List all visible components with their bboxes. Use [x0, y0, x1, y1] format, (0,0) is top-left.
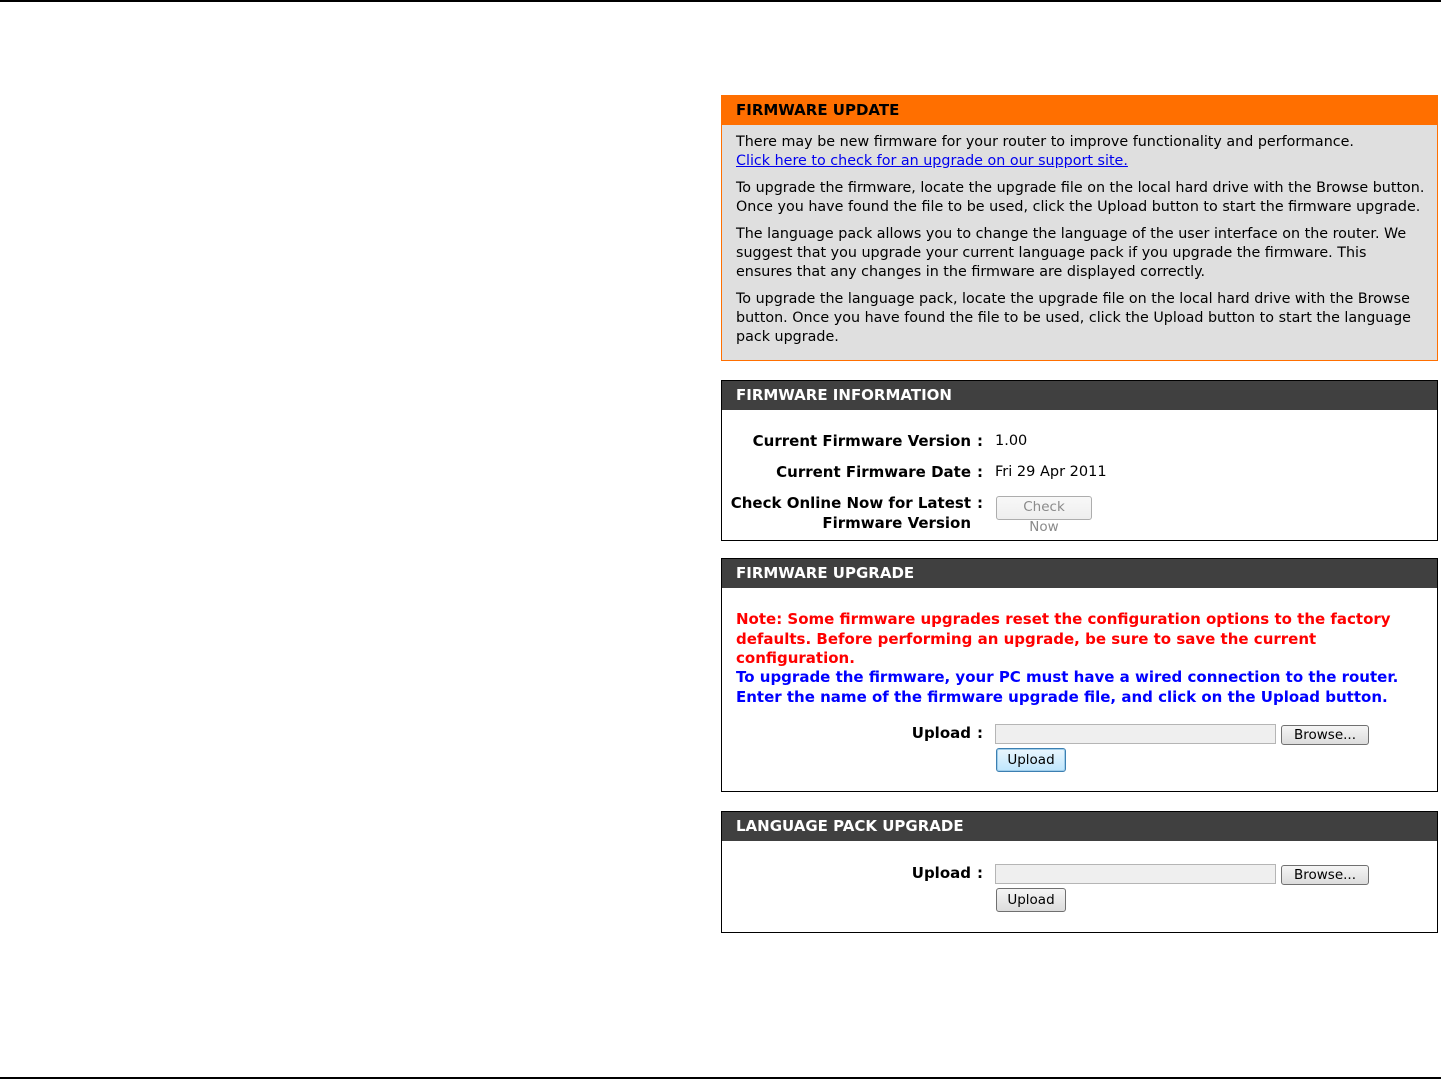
firmware-information-title: FIRMWARE INFORMATION [722, 381, 1437, 410]
factory-reset-warning: Note: Some firmware upgrades reset the configuration options to the factory defaults. Before performing an upgrade, be sure to save the current configuration. [736, 610, 1391, 667]
firmware-file-input[interactable] [995, 724, 1276, 744]
firmware-upgrade-title: FIRMWARE UPGRADE [722, 559, 1437, 588]
colon: : [977, 432, 983, 450]
firmware-upload-label: Upload [911, 724, 971, 742]
firmware-update-para2: To upgrade the firmware, locate the upgrade file on the local hard drive with the Browse button. Once you have found the file to be used, click the Upload button to start the firmware upgrade. [736, 180, 1425, 215]
language-browse-button[interactable]: Browse... [1281, 865, 1369, 885]
language-file-input[interactable] [995, 864, 1276, 884]
firmware-update-panel [721, 95, 1438, 361]
language-pack-panel [721, 811, 1438, 933]
firmware-information-panel [721, 380, 1438, 541]
language-upload-label: Upload [911, 864, 971, 882]
language-pack-title: LANGUAGE PACK UPGRADE [722, 812, 1437, 841]
firmware-date-label: Current Firmware Date [776, 463, 971, 481]
bottom-rule [0, 1077, 1441, 1079]
colon: : [977, 724, 983, 742]
firmware-browse-button[interactable]: Browse... [1281, 725, 1369, 745]
top-rule [0, 0, 1441, 2]
colon: : [977, 864, 983, 882]
firmware-update-intro [736, 133, 1427, 171]
language-upload-button[interactable]: Upload [996, 888, 1066, 912]
firmware-update-title: FIRMWARE UPDATE [722, 96, 1437, 125]
wired-connection-note: To upgrade the firmware, your PC must have a wired connection to the router. Enter the name of the firmware upgrade file, and click on the Upload button. [736, 668, 1399, 706]
check-now-button[interactable]: Check Now [996, 496, 1092, 520]
firmware-update-para1: There may be new firmware for your router to improve functionality and performance. [736, 134, 1354, 150]
check-online-label-line2: Firmware Version [822, 514, 971, 532]
firmware-update-para4: To upgrade the language pack, locate the upgrade file on the local hard drive with the Browse button. Once you have found the file to be used, click the Upload button to start the language pack upgrade. [736, 291, 1411, 345]
support-site-link[interactable]: Click here to check for an upgrade on our support site. [736, 153, 1128, 169]
firmware-update-para3: The language pack allows you to change the language of the user interface on the router. We suggest that you upgrade your current language pack if you upgrade the firmware. This ensures that any changes in the firmware are displayed correctly. [736, 226, 1407, 280]
colon: : [977, 494, 983, 512]
firmware-version-value: 1.00 [995, 433, 1028, 449]
firmware-upload-button[interactable]: Upload [996, 748, 1066, 772]
colon: : [977, 463, 983, 481]
firmware-date-value: Fri 29 Apr 2011 [995, 464, 1107, 480]
firmware-update-body [722, 125, 1437, 347]
check-online-label [731, 493, 971, 533]
check-online-label-line1: Check Online Now for Latest [730, 494, 971, 512]
firmware-upgrade-panel [721, 558, 1438, 792]
firmware-version-label: Current Firmware Version [752, 432, 971, 450]
